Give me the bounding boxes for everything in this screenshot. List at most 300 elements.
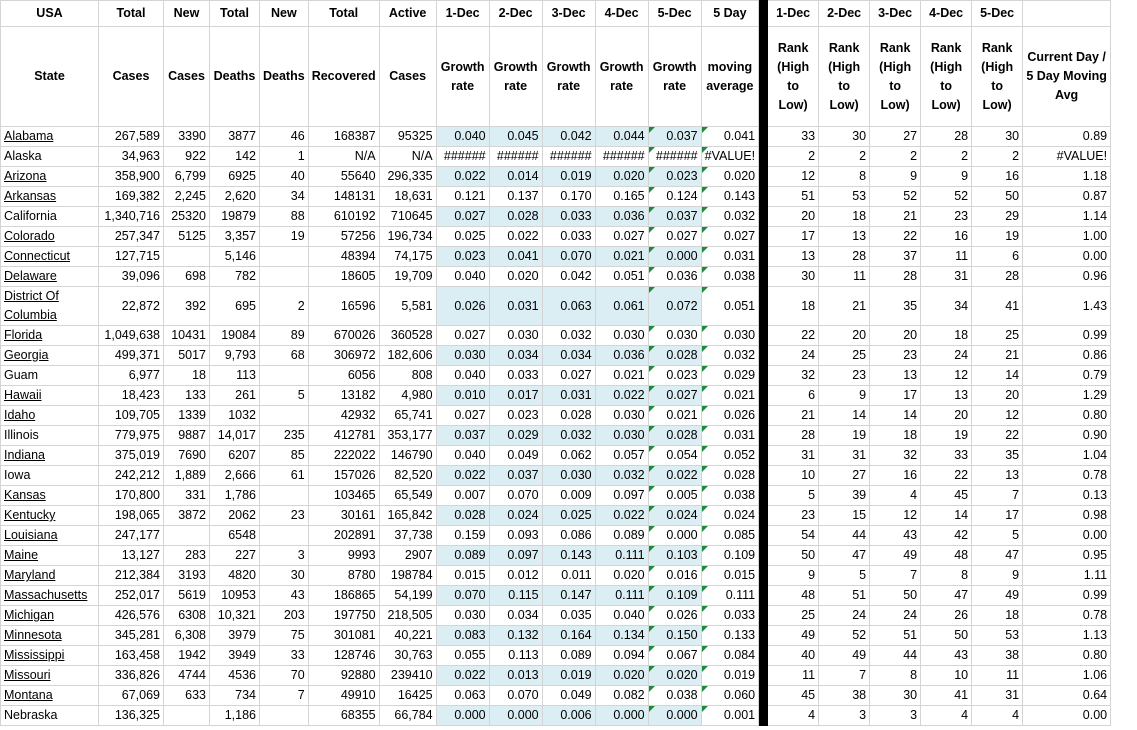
- data-cell[interactable]: 28: [819, 247, 870, 267]
- header-cell[interactable]: Active: [379, 1, 436, 27]
- data-cell[interactable]: 0.097: [595, 486, 648, 506]
- data-cell[interactable]: 133: [164, 386, 210, 406]
- data-cell[interactable]: 50: [972, 187, 1023, 207]
- data-cell[interactable]: 50: [870, 586, 921, 606]
- data-cell[interactable]: 670026: [308, 326, 379, 346]
- data-cell[interactable]: 30: [819, 127, 870, 147]
- data-cell[interactable]: 0.00: [1023, 706, 1111, 726]
- state-cell[interactable]: Florida: [1, 326, 99, 346]
- data-cell[interactable]: 0.035: [542, 606, 595, 626]
- data-cell[interactable]: 4536: [210, 666, 260, 686]
- data-cell[interactable]: 22: [972, 426, 1023, 446]
- data-cell[interactable]: 21: [870, 207, 921, 227]
- data-cell[interactable]: 247,177: [99, 526, 164, 546]
- data-cell[interactable]: 0.013: [489, 666, 542, 686]
- data-cell[interactable]: 50: [768, 546, 819, 566]
- data-cell[interactable]: 9: [870, 167, 921, 187]
- data-cell[interactable]: N/A: [308, 147, 379, 167]
- data-cell[interactable]: 0.026: [648, 606, 701, 626]
- header-cell[interactable]: [1023, 1, 1111, 27]
- data-cell[interactable]: 283: [164, 546, 210, 566]
- header-cell[interactable]: Rank (High to Low): [972, 27, 1023, 127]
- state-cell[interactable]: Indiana: [1, 446, 99, 466]
- data-cell[interactable]: 88: [260, 207, 309, 227]
- data-cell[interactable]: 165,842: [379, 506, 436, 526]
- data-cell[interactable]: 16: [972, 167, 1023, 187]
- data-cell[interactable]: 22: [768, 326, 819, 346]
- data-cell[interactable]: 43: [870, 526, 921, 546]
- data-cell[interactable]: 0.026: [436, 287, 489, 326]
- data-cell[interactable]: 695: [210, 287, 260, 326]
- data-cell[interactable]: 16425: [379, 686, 436, 706]
- column-divider[interactable]: [759, 366, 768, 386]
- data-cell[interactable]: 0.015: [436, 566, 489, 586]
- data-cell[interactable]: 30: [972, 127, 1023, 147]
- data-cell[interactable]: 0.006: [542, 706, 595, 726]
- data-cell[interactable]: 0.032: [701, 346, 759, 366]
- header-cell[interactable]: Growth rate: [436, 27, 489, 127]
- state-cell[interactable]: Maine: [1, 546, 99, 566]
- data-cell[interactable]: 0.032: [542, 326, 595, 346]
- state-cell[interactable]: Idaho: [1, 406, 99, 426]
- state-cell[interactable]: District Of Columbia: [1, 287, 99, 326]
- state-cell[interactable]: Nebraska: [1, 706, 99, 726]
- data-cell[interactable]: 45: [921, 486, 972, 506]
- data-cell[interactable]: 358,900: [99, 167, 164, 187]
- data-cell[interactable]: 0.022: [489, 227, 542, 247]
- data-cell[interactable]: 336,826: [99, 666, 164, 686]
- data-cell[interactable]: 0.019: [701, 666, 759, 686]
- data-cell[interactable]: 808: [379, 366, 436, 386]
- data-cell[interactable]: 1.04: [1023, 446, 1111, 466]
- data-cell[interactable]: 29: [972, 207, 1023, 227]
- header-cell[interactable]: New: [260, 1, 309, 27]
- data-cell[interactable]: 7: [260, 686, 309, 706]
- data-cell[interactable]: 54: [768, 526, 819, 546]
- data-cell[interactable]: 42: [921, 526, 972, 546]
- data-cell[interactable]: 46: [260, 127, 309, 147]
- data-cell[interactable]: 15: [819, 506, 870, 526]
- data-cell[interactable]: ######: [436, 147, 489, 167]
- data-cell[interactable]: 16: [921, 227, 972, 247]
- data-cell[interactable]: 0.124: [648, 187, 701, 207]
- data-cell[interactable]: 148131: [308, 187, 379, 207]
- data-cell[interactable]: 0.036: [595, 207, 648, 227]
- data-cell[interactable]: 92880: [308, 666, 379, 686]
- data-cell[interactable]: 2: [921, 147, 972, 167]
- column-divider[interactable]: [759, 706, 768, 726]
- data-cell[interactable]: 14,017: [210, 426, 260, 446]
- data-cell[interactable]: 0.95: [1023, 546, 1111, 566]
- state-cell[interactable]: Kansas: [1, 486, 99, 506]
- data-cell[interactable]: 0.165: [595, 187, 648, 207]
- data-cell[interactable]: 52: [921, 187, 972, 207]
- data-cell[interactable]: 0.038: [648, 686, 701, 706]
- data-cell[interactable]: 0.89: [1023, 127, 1111, 147]
- data-cell[interactable]: 0.060: [701, 686, 759, 706]
- data-cell[interactable]: 0.086: [542, 526, 595, 546]
- data-cell[interactable]: 8: [819, 167, 870, 187]
- data-cell[interactable]: 2: [972, 147, 1023, 167]
- data-cell[interactable]: 0.031: [542, 386, 595, 406]
- data-cell[interactable]: 9,793: [210, 346, 260, 366]
- data-cell[interactable]: 1942: [164, 646, 210, 666]
- column-divider[interactable]: [759, 646, 768, 666]
- data-cell[interactable]: 44: [819, 526, 870, 546]
- column-divider[interactable]: [759, 127, 768, 147]
- data-cell[interactable]: 0.044: [595, 127, 648, 147]
- state-cell[interactable]: California: [1, 207, 99, 227]
- data-cell[interactable]: 0.093: [489, 526, 542, 546]
- data-cell[interactable]: 47: [972, 546, 1023, 566]
- data-cell[interactable]: 9: [972, 566, 1023, 586]
- data-cell[interactable]: 182,606: [379, 346, 436, 366]
- data-cell[interactable]: #VALUE!: [1023, 147, 1111, 167]
- data-cell[interactable]: 9: [768, 566, 819, 586]
- header-cell[interactable]: 5-Dec: [972, 1, 1023, 27]
- data-cell[interactable]: 0.000: [489, 706, 542, 726]
- data-cell[interactable]: 0.027: [648, 386, 701, 406]
- data-cell[interactable]: 47: [921, 586, 972, 606]
- column-divider[interactable]: [759, 287, 768, 326]
- data-cell[interactable]: 0.070: [489, 686, 542, 706]
- header-cell[interactable]: 1-Dec: [768, 1, 819, 27]
- data-cell[interactable]: 9993: [308, 546, 379, 566]
- data-cell[interactable]: 48: [768, 586, 819, 606]
- column-divider[interactable]: [759, 227, 768, 247]
- data-cell[interactable]: 0.99: [1023, 586, 1111, 606]
- data-cell[interactable]: 17: [972, 506, 1023, 526]
- data-cell[interactable]: 127,715: [99, 247, 164, 267]
- data-cell[interactable]: 0.009: [542, 486, 595, 506]
- data-cell[interactable]: 0.032: [542, 426, 595, 446]
- data-cell[interactable]: 18: [972, 606, 1023, 626]
- state-cell[interactable]: Minnesota: [1, 626, 99, 646]
- column-divider[interactable]: [759, 446, 768, 466]
- column-divider[interactable]: [759, 626, 768, 646]
- data-cell[interactable]: 35: [870, 287, 921, 326]
- header-cell[interactable]: Cases: [379, 27, 436, 127]
- data-cell[interactable]: 0.000: [648, 706, 701, 726]
- data-cell[interactable]: 0.96: [1023, 267, 1111, 287]
- data-cell[interactable]: 17: [768, 227, 819, 247]
- data-cell[interactable]: 23: [870, 346, 921, 366]
- data-cell[interactable]: 50: [921, 626, 972, 646]
- data-cell[interactable]: 0.028: [489, 207, 542, 227]
- header-cell[interactable]: Deaths: [210, 27, 260, 127]
- data-cell[interactable]: 19084: [210, 326, 260, 346]
- header-cell[interactable]: 3-Dec: [542, 1, 595, 27]
- data-cell[interactable]: 11: [819, 267, 870, 287]
- data-cell[interactable]: 0.033: [542, 207, 595, 227]
- column-divider[interactable]: [759, 466, 768, 486]
- column-divider[interactable]: [759, 167, 768, 187]
- data-cell[interactable]: 0.103: [648, 546, 701, 566]
- data-cell[interactable]: 4744: [164, 666, 210, 686]
- data-cell[interactable]: 610192: [308, 207, 379, 227]
- data-cell[interactable]: 21: [819, 287, 870, 326]
- data-cell[interactable]: 0.027: [436, 207, 489, 227]
- data-cell[interactable]: 0.150: [648, 626, 701, 646]
- header-cell[interactable]: 2-Dec: [489, 1, 542, 27]
- data-cell[interactable]: 11: [972, 666, 1023, 686]
- data-cell[interactable]: 5: [972, 526, 1023, 546]
- data-cell[interactable]: 0.049: [542, 686, 595, 706]
- data-cell[interactable]: 0.051: [701, 287, 759, 326]
- data-cell[interactable]: 0.147: [542, 586, 595, 606]
- data-cell[interactable]: 0.020: [648, 666, 701, 686]
- data-cell[interactable]: 0.020: [595, 167, 648, 187]
- data-cell[interactable]: 2062: [210, 506, 260, 526]
- data-cell[interactable]: 0.040: [436, 127, 489, 147]
- data-cell[interactable]: 10: [921, 666, 972, 686]
- data-cell[interactable]: 33: [768, 127, 819, 147]
- data-cell[interactable]: 0.023: [648, 366, 701, 386]
- data-cell[interactable]: 48: [921, 546, 972, 566]
- column-divider[interactable]: [759, 326, 768, 346]
- data-cell[interactable]: 28: [768, 426, 819, 446]
- data-cell[interactable]: 0.061: [595, 287, 648, 326]
- data-cell[interactable]: 4: [870, 486, 921, 506]
- data-cell[interactable]: 0.111: [595, 586, 648, 606]
- data-cell[interactable]: 0.022: [595, 386, 648, 406]
- data-cell[interactable]: 0.027: [701, 227, 759, 247]
- data-cell[interactable]: 0.041: [489, 247, 542, 267]
- state-cell[interactable]: Maryland: [1, 566, 99, 586]
- data-cell[interactable]: 296,335: [379, 167, 436, 187]
- data-cell[interactable]: 2: [768, 147, 819, 167]
- data-cell[interactable]: 5,146: [210, 247, 260, 267]
- state-cell[interactable]: Guam: [1, 366, 99, 386]
- data-cell[interactable]: 1: [260, 147, 309, 167]
- data-cell[interactable]: 5,581: [379, 287, 436, 326]
- header-cell[interactable]: Recovered: [308, 27, 379, 127]
- data-cell[interactable]: 24: [768, 346, 819, 366]
- state-cell[interactable]: Montana: [1, 686, 99, 706]
- data-cell[interactable]: 0.80: [1023, 646, 1111, 666]
- data-cell[interactable]: 0.042: [542, 127, 595, 147]
- data-cell[interactable]: 10: [768, 466, 819, 486]
- data-cell[interactable]: 17: [870, 386, 921, 406]
- header-cell[interactable]: Rank (High to Low): [921, 27, 972, 127]
- data-cell[interactable]: 0.027: [648, 227, 701, 247]
- data-cell[interactable]: 698: [164, 267, 210, 287]
- data-cell[interactable]: 3193: [164, 566, 210, 586]
- data-cell[interactable]: 10431: [164, 326, 210, 346]
- data-cell[interactable]: 0.164: [542, 626, 595, 646]
- data-cell[interactable]: 0.109: [648, 586, 701, 606]
- column-divider[interactable]: [759, 386, 768, 406]
- header-cell[interactable]: Growth rate: [489, 27, 542, 127]
- data-cell[interactable]: 2: [819, 147, 870, 167]
- data-cell[interactable]: 0.78: [1023, 466, 1111, 486]
- header-cell[interactable]: moving average: [701, 27, 759, 127]
- data-cell[interactable]: 0.024: [701, 506, 759, 526]
- data-cell[interactable]: 0.027: [436, 406, 489, 426]
- data-cell[interactable]: 186865: [308, 586, 379, 606]
- data-cell[interactable]: 0.052: [701, 446, 759, 466]
- header-cell[interactable]: Total: [99, 1, 164, 27]
- data-cell[interactable]: 0.085: [701, 526, 759, 546]
- data-cell[interactable]: 51: [870, 626, 921, 646]
- data-cell[interactable]: 0.022: [648, 466, 701, 486]
- data-cell[interactable]: 0.023: [489, 406, 542, 426]
- data-cell[interactable]: 6: [768, 386, 819, 406]
- header-cell[interactable]: Cases: [99, 27, 164, 127]
- data-cell[interactable]: 0.030: [595, 426, 648, 446]
- data-cell[interactable]: 40,221: [379, 626, 436, 646]
- data-cell[interactable]: 392: [164, 287, 210, 326]
- data-cell[interactable]: 0.021: [595, 247, 648, 267]
- data-cell[interactable]: 25320: [164, 207, 210, 227]
- data-cell[interactable]: 68: [260, 346, 309, 366]
- data-cell[interactable]: 196,734: [379, 227, 436, 247]
- data-cell[interactable]: 13: [921, 386, 972, 406]
- data-cell[interactable]: 27: [870, 127, 921, 147]
- data-cell[interactable]: 0.072: [648, 287, 701, 326]
- data-cell[interactable]: 95325: [379, 127, 436, 147]
- data-cell[interactable]: 0.030: [595, 406, 648, 426]
- data-cell[interactable]: 8: [921, 566, 972, 586]
- data-cell[interactable]: 74,175: [379, 247, 436, 267]
- data-cell[interactable]: 49: [819, 646, 870, 666]
- data-cell[interactable]: 40: [260, 167, 309, 187]
- data-cell[interactable]: 21: [972, 346, 1023, 366]
- data-cell[interactable]: 75: [260, 626, 309, 646]
- data-cell[interactable]: 5: [768, 486, 819, 506]
- data-cell[interactable]: 26: [921, 606, 972, 626]
- data-cell[interactable]: 331: [164, 486, 210, 506]
- data-cell[interactable]: [164, 526, 210, 546]
- data-cell[interactable]: 0.022: [436, 466, 489, 486]
- data-cell[interactable]: 0.037: [648, 207, 701, 227]
- data-cell[interactable]: 3,357: [210, 227, 260, 247]
- data-cell[interactable]: 267,589: [99, 127, 164, 147]
- data-cell[interactable]: 0.033: [701, 606, 759, 626]
- data-cell[interactable]: 6056: [308, 366, 379, 386]
- data-cell[interactable]: 301081: [308, 626, 379, 646]
- data-cell[interactable]: 0.031: [701, 247, 759, 267]
- data-cell[interactable]: 0.98: [1023, 506, 1111, 526]
- data-cell[interactable]: 0.062: [542, 446, 595, 466]
- data-cell[interactable]: 20: [870, 326, 921, 346]
- data-cell[interactable]: 235: [260, 426, 309, 446]
- data-cell[interactable]: 28: [972, 267, 1023, 287]
- data-cell[interactable]: 39,096: [99, 267, 164, 287]
- data-cell[interactable]: 6,799: [164, 167, 210, 187]
- data-cell[interactable]: 7: [870, 566, 921, 586]
- data-cell[interactable]: 22,872: [99, 287, 164, 326]
- data-cell[interactable]: 0.012: [489, 566, 542, 586]
- data-cell[interactable]: 12: [972, 406, 1023, 426]
- data-cell[interactable]: 0.022: [595, 506, 648, 526]
- data-cell[interactable]: 85: [260, 446, 309, 466]
- data-cell[interactable]: 0.132: [489, 626, 542, 646]
- data-cell[interactable]: 65,549: [379, 486, 436, 506]
- data-cell[interactable]: 37,738: [379, 526, 436, 546]
- data-cell[interactable]: 710645: [379, 207, 436, 227]
- data-cell[interactable]: 6548: [210, 526, 260, 546]
- data-cell[interactable]: 0.007: [436, 486, 489, 506]
- data-cell[interactable]: 9887: [164, 426, 210, 446]
- data-cell[interactable]: 252,017: [99, 586, 164, 606]
- data-cell[interactable]: 0.029: [701, 366, 759, 386]
- data-cell[interactable]: 20: [819, 326, 870, 346]
- data-cell[interactable]: 19: [819, 426, 870, 446]
- data-cell[interactable]: 19,709: [379, 267, 436, 287]
- data-cell[interactable]: 12: [921, 366, 972, 386]
- column-divider[interactable]: [759, 406, 768, 426]
- data-cell[interactable]: 0.070: [436, 586, 489, 606]
- data-cell[interactable]: 0.111: [701, 586, 759, 606]
- data-cell[interactable]: 42932: [308, 406, 379, 426]
- header-cell[interactable]: 4-Dec: [595, 1, 648, 27]
- data-cell[interactable]: 54,199: [379, 586, 436, 606]
- data-cell[interactable]: 6: [972, 247, 1023, 267]
- data-cell[interactable]: 0.082: [595, 686, 648, 706]
- data-cell[interactable]: 1.11: [1023, 566, 1111, 586]
- column-divider[interactable]: [759, 686, 768, 706]
- header-cell[interactable]: 2-Dec: [819, 1, 870, 27]
- data-cell[interactable]: 0.049: [489, 446, 542, 466]
- data-cell[interactable]: 0.00: [1023, 247, 1111, 267]
- data-cell[interactable]: 169,382: [99, 187, 164, 207]
- data-cell[interactable]: 0.028: [436, 506, 489, 526]
- data-cell[interactable]: 0.038: [701, 486, 759, 506]
- data-cell[interactable]: 89: [260, 326, 309, 346]
- data-cell[interactable]: 49: [972, 586, 1023, 606]
- data-cell[interactable]: 37: [870, 247, 921, 267]
- data-cell[interactable]: 55640: [308, 167, 379, 187]
- data-cell[interactable]: 168387: [308, 127, 379, 147]
- data-cell[interactable]: 0.113: [489, 646, 542, 666]
- data-cell[interactable]: [260, 526, 309, 546]
- data-cell[interactable]: 6925: [210, 167, 260, 187]
- data-cell[interactable]: 0.022: [436, 666, 489, 686]
- data-cell[interactable]: 0.024: [648, 506, 701, 526]
- data-cell[interactable]: 19879: [210, 207, 260, 227]
- data-cell[interactable]: 30: [260, 566, 309, 586]
- column-divider[interactable]: [759, 586, 768, 606]
- data-cell[interactable]: 2: [870, 147, 921, 167]
- data-cell[interactable]: 499,371: [99, 346, 164, 366]
- data-cell[interactable]: 0.000: [595, 706, 648, 726]
- data-cell[interactable]: 1.43: [1023, 287, 1111, 326]
- data-cell[interactable]: 6,308: [164, 626, 210, 646]
- data-cell[interactable]: 157026: [308, 466, 379, 486]
- data-cell[interactable]: 0.034: [542, 346, 595, 366]
- data-cell[interactable]: 4: [768, 706, 819, 726]
- data-cell[interactable]: 257,347: [99, 227, 164, 247]
- data-cell[interactable]: 0.019: [542, 666, 595, 686]
- data-cell[interactable]: 34: [921, 287, 972, 326]
- data-cell[interactable]: 128746: [308, 646, 379, 666]
- data-cell[interactable]: 20: [972, 386, 1023, 406]
- data-cell[interactable]: 0.111: [595, 546, 648, 566]
- data-cell[interactable]: 5125: [164, 227, 210, 247]
- data-cell[interactable]: 5: [819, 566, 870, 586]
- data-cell[interactable]: 4: [921, 706, 972, 726]
- column-divider[interactable]: [759, 187, 768, 207]
- state-cell[interactable]: Kentucky: [1, 506, 99, 526]
- data-cell[interactable]: 0.036: [648, 267, 701, 287]
- data-cell[interactable]: 0.067: [648, 646, 701, 666]
- data-cell[interactable]: 0.030: [542, 466, 595, 486]
- data-cell[interactable]: 19: [921, 426, 972, 446]
- data-cell[interactable]: 30161: [308, 506, 379, 526]
- data-cell[interactable]: 70: [260, 666, 309, 686]
- data-cell[interactable]: 13182: [308, 386, 379, 406]
